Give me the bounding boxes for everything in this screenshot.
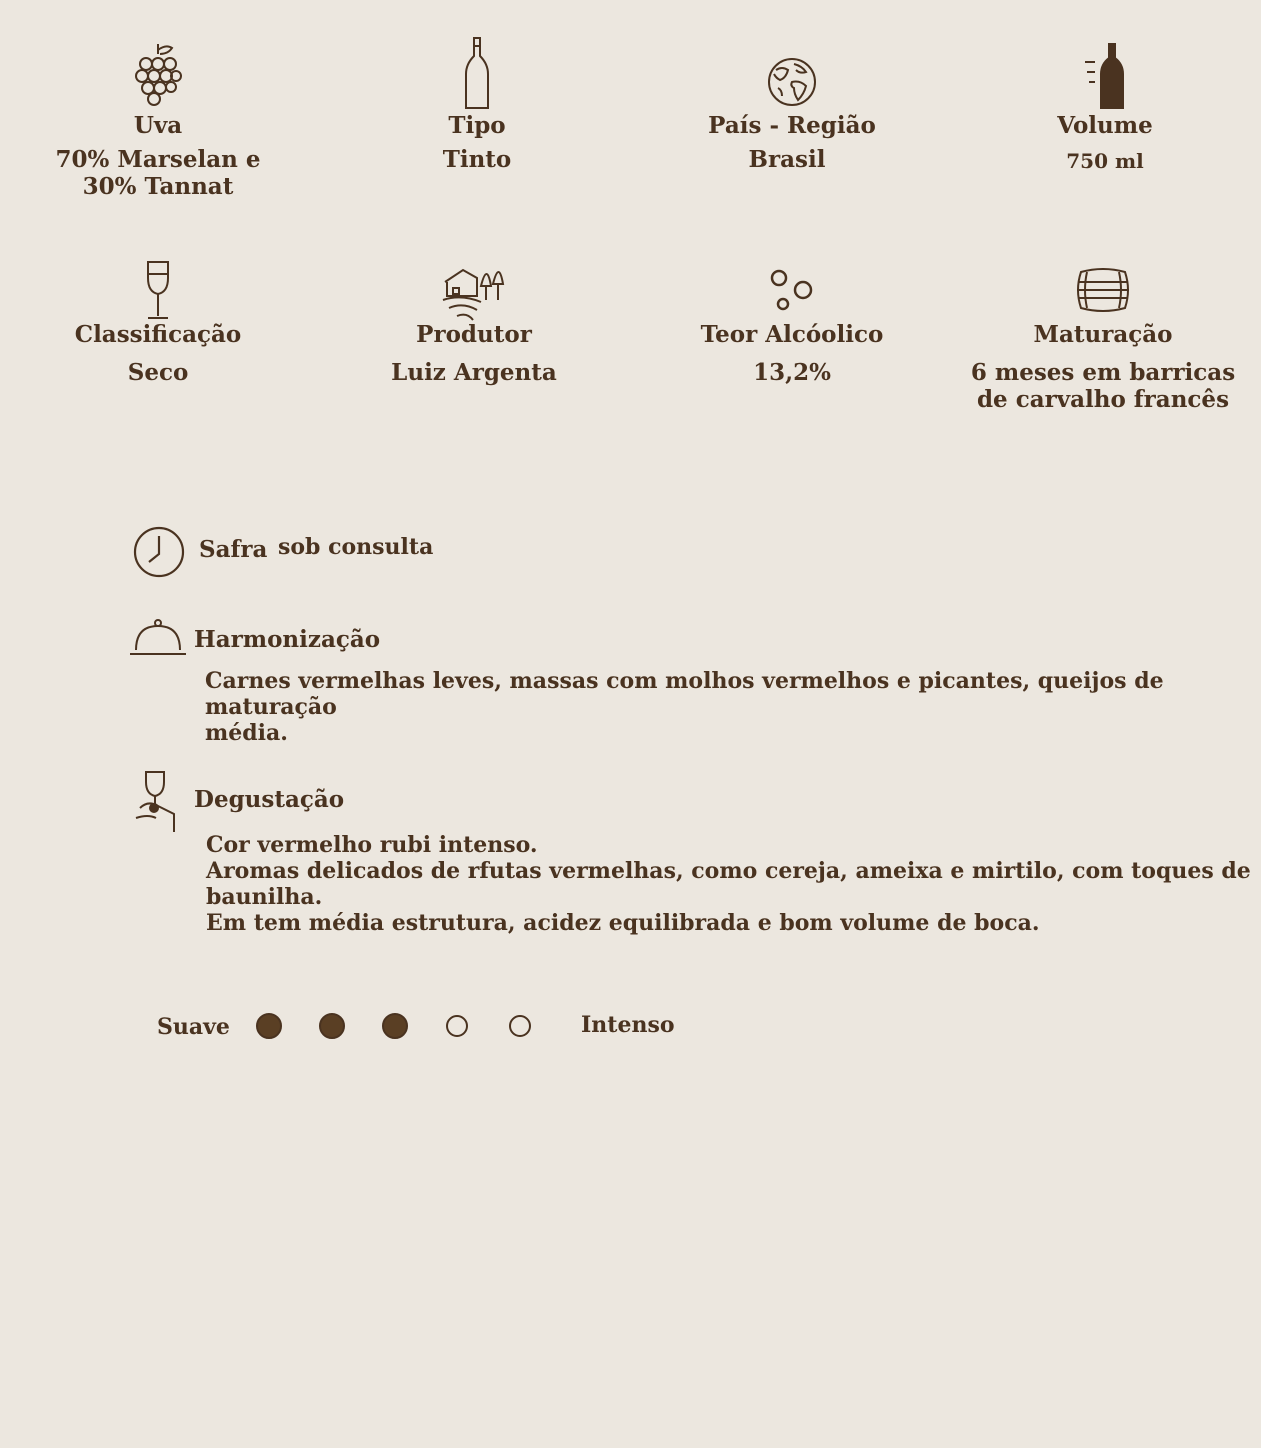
degustacao-line: Cor vermelho rubi intenso. xyxy=(206,832,538,858)
spec-tipo xyxy=(327,40,627,210)
spec-label: Produtor xyxy=(416,321,532,348)
spec-value-line: 70% Marselan e xyxy=(55,146,261,173)
spec-value xyxy=(8,359,308,386)
harmonizacao-label: Harmonização xyxy=(194,626,381,653)
degustacao-label: Degustação xyxy=(194,786,345,813)
spec-value xyxy=(955,148,1255,175)
spec-label: Maturação xyxy=(1033,321,1173,348)
spec-value xyxy=(642,146,942,173)
bottle-outline-icon xyxy=(464,36,490,110)
spec-label: Volume xyxy=(1057,112,1153,139)
spec-value xyxy=(642,359,942,386)
safra-value: sob consulta xyxy=(278,534,434,560)
degustacao-line: baunilha. xyxy=(206,884,323,910)
spec-value-line: 6 meses em barricas xyxy=(970,359,1236,386)
spec-pais-regiao xyxy=(642,40,942,210)
harmonizacao-text xyxy=(205,668,1261,746)
clock-icon xyxy=(133,526,185,578)
spec-value-line: Luiz Argenta xyxy=(391,359,557,386)
spec-value-line: Tinto xyxy=(442,146,512,173)
intensity-low-label: Suave xyxy=(157,1014,230,1040)
spec-value xyxy=(8,146,308,200)
degustacao-line: Aromas delicados de rfutas vermelhas, como cereja, ameixa e mirtilo, com toques de xyxy=(206,858,1251,884)
grape-icon xyxy=(134,42,182,108)
spec-label: País - Região xyxy=(708,112,876,139)
spec-value-line: de carvalho francês xyxy=(976,386,1230,413)
spec-volume xyxy=(955,40,1255,210)
globe-icon xyxy=(766,56,818,108)
spec-value-line: 13,2% xyxy=(753,359,831,386)
degustacao-line: Em tem média estrutura, acidez equilibrada e bom volume de boca. xyxy=(206,910,1040,936)
spec-label: Uva xyxy=(133,112,183,139)
spec-label: Tipo xyxy=(448,112,506,139)
spec-maturacao xyxy=(953,258,1253,428)
intensity-dot-filled xyxy=(256,1013,282,1039)
intensity-dot-empty xyxy=(446,1015,468,1037)
safra-label: Safra xyxy=(199,536,268,563)
spec-value-line: 30% Tannat xyxy=(82,173,234,200)
tasting-hand-icon xyxy=(134,768,182,834)
spec-value xyxy=(324,359,624,386)
spec-value-line: Brasil xyxy=(748,146,826,173)
cloche-icon xyxy=(128,618,188,658)
wine-glass-icon xyxy=(144,260,172,322)
bubbles-icon xyxy=(767,266,817,314)
spec-value-line: 750 ml xyxy=(1066,149,1144,173)
spec-value xyxy=(953,359,1253,413)
spec-teor-alcoolico xyxy=(642,258,942,428)
winery-icon xyxy=(441,260,507,322)
spec-label: Teor Alcóolico xyxy=(700,321,884,348)
harmonizacao-line: média. xyxy=(205,720,288,746)
spec-value-line: Seco xyxy=(127,359,189,386)
spec-classificacao xyxy=(8,258,308,428)
degustacao-text xyxy=(206,832,1251,936)
bottle-filled-icon xyxy=(1083,42,1127,110)
barrel-icon xyxy=(1073,268,1133,312)
harmonizacao-line: Carnes vermelhas leves, massas com molhos vermelhos e picantes, queijos de maturação xyxy=(205,668,1164,720)
spec-uva xyxy=(8,40,308,210)
spec-produtor xyxy=(324,258,624,428)
intensity-dot-empty xyxy=(509,1015,531,1037)
spec-label: Classificação xyxy=(74,321,242,348)
intensity-high-label: Intenso xyxy=(581,1012,675,1038)
intensity-dot-filled xyxy=(319,1013,345,1039)
intensity-dot-filled xyxy=(382,1013,408,1039)
spec-value xyxy=(327,146,627,173)
